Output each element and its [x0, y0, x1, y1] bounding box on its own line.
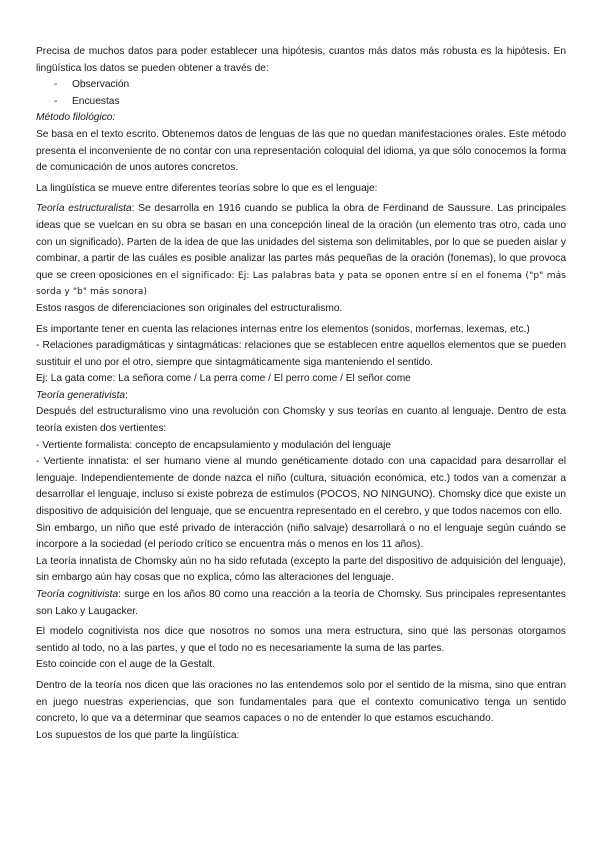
paragraph: Después del estructuralismo vino una revolución con Chomsky y sus teorías en cuanto al lenguaje. Dentro de esta teoría existen dos vertientes:	[36, 406, 566, 435]
paragraph: Estos rasgos de diferenciaciones son originales del estructuralismo.	[36, 302, 343, 314]
estructuralista-heading: Teoría estructuralista	[36, 203, 132, 215]
list-item: - Observación	[36, 77, 566, 94]
paragraph: Los supuestos de los que parte la lingüística:	[36, 729, 240, 741]
paragraph: Dentro de la teoría nos dicen que las oraciones no las entendemos solo por el sentido de la misma, sino que entran en juego nuestras experiencias, que son fundamentales para que el contexto comunicativo tenga un sentido concreto, lo que va a determinar que seamos capaces o no de entender lo que estamos escuchando.	[36, 679, 566, 725]
document-page	[36, 44, 566, 744]
data-sources-list	[36, 77, 566, 110]
teorias-intro: La lingüística se mueve entre diferentes teorías sobre lo que es el lenguaje:	[36, 182, 378, 194]
paragraph: Es importante tener en cuenta las relaciones internas entre los elementos (sonidos, morfemas, lexemas, etc.)	[36, 323, 530, 335]
paragraph: El modelo cognitivista nos dice que nosotros no somos una mera estructura, sino que las personas otorgamos sentido al todo, no a las partes, y que el todo no es necesariamente la suma de las partes.	[36, 626, 566, 654]
section-heading-metodo: Método filológico:	[36, 112, 116, 124]
intro-paragraph: Precisa de muchos datos para poder establecer una hipótesis, cuantos más datos más robusta es la hipótesis. En lingüística los datos se pueden obtener a través de:	[36, 46, 566, 74]
paragraph: - Vertiente innatista: el ser humano viene al mundo genéticamente dotado con una capacidad para desarrollar el lenguaje. Independientemente de donde nazca el niño (cultura, situación económica, etc.) todos van a comenzar a desarrollar el lenguaje, incluso si existe pobreza de estímulos (POCOS, NO NINGUNO). Chomsky dice que existe un dispositivo de adquisición del lenguaje, que se encuentra representado en el cerebro, y que todos nacemos con ello.	[36, 456, 566, 518]
cognitivista-text: : surge en los años 80 como una reacción a la teoría de Chomsky. Sus principales representantes son Lako y Laugacker.	[36, 589, 567, 617]
significado-example: el significado: Ej: Las palabras bata y pata se oponen entre sí en el fonema ("p" más sorda y "b" más sonora)	[36, 270, 566, 298]
generativista-heading-line	[36, 388, 566, 405]
cognitivista-paragraph	[36, 587, 566, 620]
paragraph: Esto coincide con el auge de la Gestalt.	[36, 659, 215, 671]
list-item: - Encuestas	[36, 94, 566, 111]
paragraph: - Relaciones paradigmáticas y sintagmáticas: relaciones que se establecen entre aquellos elementos que se pueden sustituir el uno por el otro, siempre que sintagmáticamente siga manteniendo el sentido.	[36, 340, 566, 368]
estructuralista-text: : Se desarrolla en 1916 cuando se publica la obra de Ferdinand de Saussure. Las principales ideas que se vuelcan en su obra se basan en una concepción lineal de la oración (un elemento tras otro, cada uno con un significado). Parten de la idea de que las unidades del sistema son delimitables, por lo que se pueden aislar y combinar, a partir de las cuáles es posible analizar las partes más pequeñas de la oración (fonemas), lo que provoca que se creen oposiciones en	[36, 203, 566, 281]
paragraph: Sin embargo, un niño que esté privado de interacción (niño salvaje) desarrollará o no el lenguaje según cuándo se incorpore a la sociedad (el período crítico se encuentra más o menos en los 11 años).	[36, 522, 566, 551]
generativista-heading: Teoría generativista	[36, 389, 126, 401]
estructuralista-paragraph	[36, 201, 566, 301]
heading-colon: :	[125, 389, 128, 401]
metodo-paragraph: Se basa en el texto escrito. Obtenemos datos de lenguas de las que no quedan manifestaciones orales. Este método presenta el inconveniente de no contar con una representación coloquial del idioma, ya que sólo conocemos la forma de comunicación de unos autores concretos.	[36, 128, 566, 174]
cognitivista-heading: Teoría cognitivista	[36, 589, 119, 600]
example-line: Ej: La gata come: La señora come / La perra come / El perro come / El señor come	[36, 373, 411, 385]
paragraph: - Vertiente formalista: concepto de encapsulamiento y modulación del lenguaje	[36, 439, 392, 451]
paragraph: La teoría innatista de Chomsky aún no ha sido refutada (excepto la parte del dispositivo de adquisición del lenguaje), sin embargo aún hay cosas que no explica, cómo las alteraciones del lenguaje.	[36, 555, 566, 584]
